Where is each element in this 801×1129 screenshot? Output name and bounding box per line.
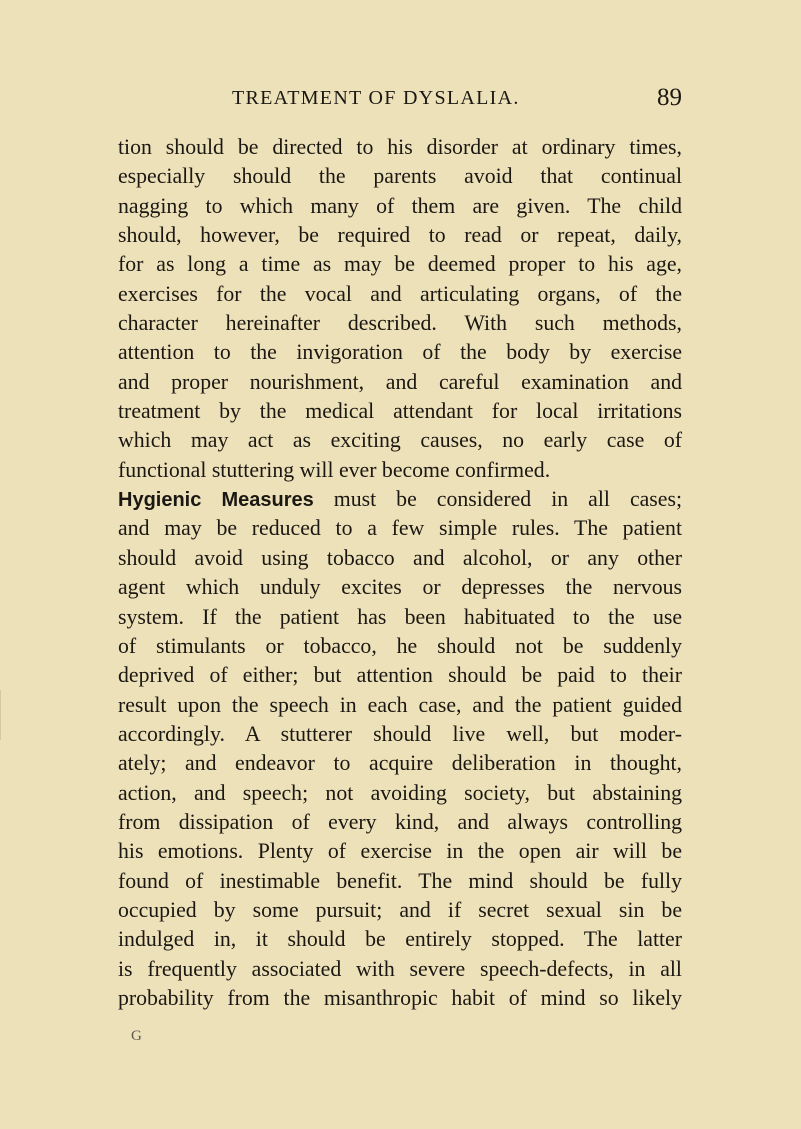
text-line: result upon the speech in each case, and the patient guided <box>118 692 682 717</box>
page-number: 89 <box>657 84 682 111</box>
text-line: for as long a time as may be deemed proper to his age, <box>118 252 682 277</box>
text-line: system. If the patient has been habituated to the use <box>118 604 682 629</box>
text-line: especially should the parents avoid that continual <box>118 164 682 189</box>
text-line: of stimulants or tobacco, he should not be suddenly <box>118 633 682 658</box>
text-line: is frequently associated with severe speech-defects, in all <box>118 956 682 981</box>
text-line: accordingly. A stutterer should live well, but moder- <box>118 721 682 746</box>
text-line: from dissipation of every kind, and always controlling <box>118 809 682 834</box>
running-head: TREATMENT OF DYSLALIA. <box>232 87 520 109</box>
text-line: deprived of either; but attention should be paid to their <box>118 663 682 688</box>
text-line: tion should be directed to his disorder at ordinary times, <box>118 135 682 159</box>
body-text <box>118 133 682 1013</box>
text-line: character hereinafter described. With such methods, <box>118 311 682 336</box>
text-line: nagging to which many of them are given. The child <box>118 193 682 218</box>
text-line: indulged in, it should be entirely stopped. The latter <box>118 927 682 952</box>
text-line: agent which unduly excites or depresses the nervous <box>118 575 682 600</box>
text-line: attention to the invigoration of the body by exercise <box>118 340 682 365</box>
text-line: functional stuttering will ever become confirmed. <box>118 457 551 482</box>
text-line: and proper nourishment, and careful examination and <box>118 369 682 394</box>
text-line: probability from the misanthropic habit of mind so likely <box>118 985 682 1010</box>
margin-scan-mark <box>0 690 11 740</box>
hygienic-measures-line <box>118 485 682 514</box>
signature-mark: G <box>131 1028 142 1044</box>
page-header <box>118 84 682 112</box>
text-line: occupied by some pursuit; and if secret sexual sin be <box>118 897 682 922</box>
text-line: found of inestimable benefit. The mind should be fully <box>118 868 682 893</box>
text-line: his emotions. Plenty of exercise in the open air will be <box>118 839 682 864</box>
heading-line-text: must be considered in all cases; <box>313 487 682 512</box>
text-line: ately; and endeavor to acquire deliberation in thought, <box>118 751 682 776</box>
text-line: exercises for the vocal and articulating organs, of the <box>118 281 682 306</box>
text-line: and may be reduced to a few simple rules. The patient <box>118 516 682 541</box>
text-line: action, and speech; not avoiding society, but abstaining <box>118 780 682 805</box>
text-line: should, however, be required to read or repeat, daily, <box>118 223 682 248</box>
text-line: should avoid using tobacco and alcohol, or any other <box>118 545 682 570</box>
section-heading: Hygienic Measures <box>118 489 314 512</box>
text-line: which may act as exciting causes, no early case of <box>118 428 682 453</box>
text-line: treatment by the medical attendant for local irritations <box>118 399 682 424</box>
